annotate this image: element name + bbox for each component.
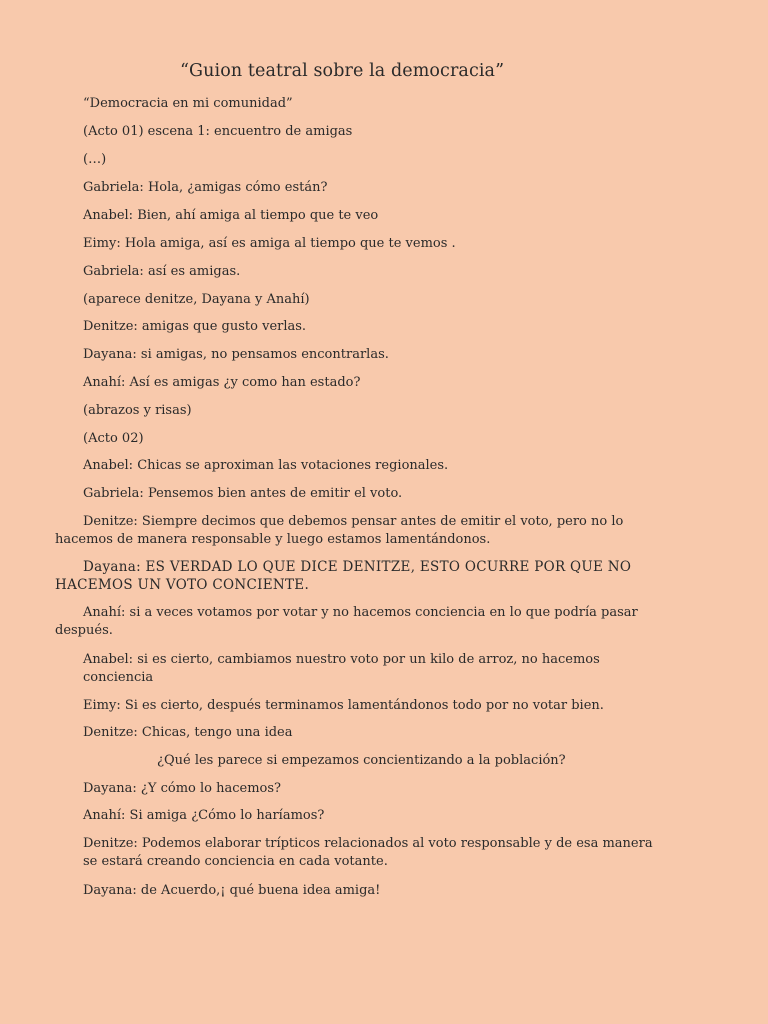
paragraph-first-line: Denitze: Podemos elaborar trípticos relacionados al voto responsable y de esa manera bbox=[83, 836, 653, 851]
dialogue-line: Anahí: Así es amigas ¿y como han estado? bbox=[83, 375, 361, 390]
paragraph-first-line: Denitze: Siempre decimos que debemos pensar antes de emitir el voto, pero no lo bbox=[83, 514, 624, 529]
stage-direction: (abrazos y risas) bbox=[83, 403, 192, 418]
paragraph-first-line: Anabel: si es cierto, cambiamos nuestro voto por un kilo de arroz, no hacemos bbox=[83, 652, 600, 667]
dialogue-line: Gabriela: Pensemos bien antes de emitir el voto. bbox=[83, 486, 403, 501]
dialogue-line: Eimy: Si es cierto, después terminamos lamentándonos todo por no votar bien. bbox=[83, 698, 604, 713]
dialogue-line: Gabriela: Hola, ¿amigas cómo están? bbox=[83, 180, 328, 195]
paragraph-first-line: Dayana: ES VERDAD LO QUE DICE DENITZE, ESTO OCURRE POR QUE NO bbox=[83, 559, 632, 575]
dialogue-line: Denitze: Chicas, tengo una idea bbox=[83, 725, 293, 740]
scene-heading: (Acto 01) escena 1: encuentro de amigas bbox=[83, 124, 353, 139]
ellipsis-line: (…) bbox=[83, 152, 107, 167]
dialogue-paragraph bbox=[83, 651, 600, 687]
dialogue-paragraph bbox=[55, 558, 631, 594]
dialogue-line: Dayana: de Acuerdo,¡ qué buena idea amiga! bbox=[83, 883, 381, 898]
paragraph-continuation: se estará creando conciencia en cada votante. bbox=[83, 854, 388, 869]
paragraph-continuation: conciencia bbox=[83, 670, 154, 685]
act-heading: (Acto 02) bbox=[83, 431, 144, 446]
subtitle-line: “Democracia en mi comunidad” bbox=[83, 96, 293, 111]
dialogue-line: Anabel: Chicas se aproximan las votaciones regionales. bbox=[83, 458, 449, 473]
dialogue-line: Denitze: amigas que gusto verlas. bbox=[83, 319, 307, 334]
dialogue-paragraph bbox=[83, 835, 653, 871]
paragraph-continuation: hacemos de manera responsable y luego estamos lamentándonos. bbox=[55, 532, 491, 547]
dialogue-paragraph bbox=[55, 604, 638, 640]
dialogue-paragraph bbox=[55, 513, 623, 549]
dialogue-line: Gabriela: así es amigas. bbox=[83, 264, 241, 279]
stage-direction: (aparece denitze, Dayana y Anahí) bbox=[83, 292, 310, 307]
document-title: “Guion teatral sobre la democracia” bbox=[180, 61, 505, 81]
paragraph-first-line: Anahí: si a veces votamos por votar y no hacemos conciencia en lo que podría pasar bbox=[83, 605, 638, 620]
dialogue-line: Anahí: Si amiga ¿Cómo lo haríamos? bbox=[83, 808, 325, 823]
paragraph-continuation: después. bbox=[55, 623, 113, 638]
dialogue-line: Dayana: ¿Y cómo lo hacemos? bbox=[83, 781, 281, 796]
dialogue-line: Eimy: Hola amiga, así es amiga al tiempo que te vemos . bbox=[83, 236, 456, 251]
dialogue-line: Dayana: si amigas, no pensamos encontrarlas. bbox=[83, 347, 389, 362]
dialogue-line: Anabel: Bien, ahí amiga al tiempo que te veo bbox=[83, 208, 379, 223]
paragraph-continuation: HACEMOS UN VOTO CONCIENTE. bbox=[55, 577, 310, 593]
dialogue-line-indented: ¿Qué les parece si empezamos concientizando a la población? bbox=[157, 753, 566, 768]
